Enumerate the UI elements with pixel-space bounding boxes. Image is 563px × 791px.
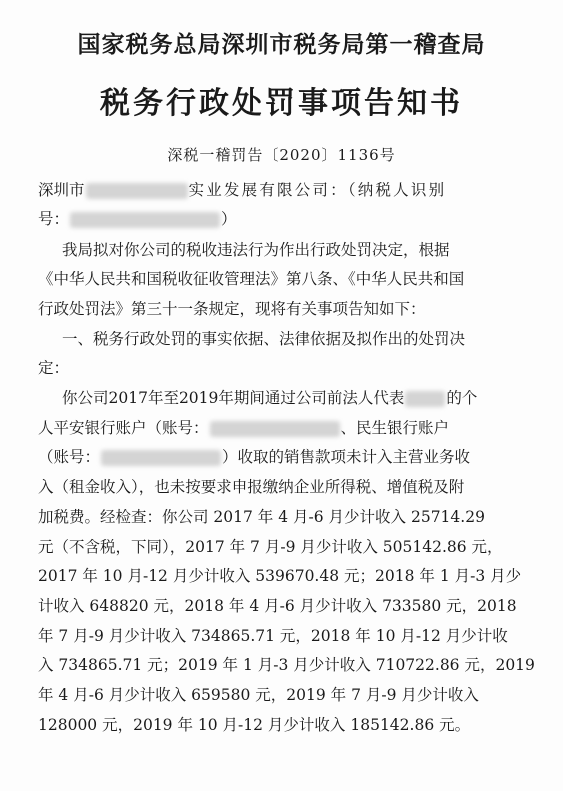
paragraph-line <box>38 418 449 438</box>
paragraph-line <box>38 537 503 557</box>
text-segment: 我局拟对你公司的税收违法行为作出行政处罚决定，根据 <box>62 241 450 259</box>
text-segment: 2017 年 10 月-12 月少计收入 539670.48 元；2018 年 1 月-3 月少 <box>38 567 522 585</box>
paragraph-line <box>38 477 464 497</box>
text-segment: 人平安银行账户（账号： <box>38 419 209 437</box>
taxpayer-id-line <box>38 209 237 229</box>
text-segment: ）收取的销售款项未计入主营业务收 <box>222 448 471 466</box>
addressee-line <box>38 180 446 200</box>
paragraph-line <box>38 299 426 319</box>
text-segment: 号： <box>38 210 70 228</box>
text-segment: 年 4 月-6 月少计收入 659580 元，2019 年 7 月-9 月少计收入 <box>38 686 479 704</box>
text-segment: 加税费。经检查：你公司 2017 年 4 月-6 月少计收入 25714.29 <box>38 508 485 526</box>
paragraph-line <box>38 566 521 586</box>
text-segment: 入 734865.71 元；2019 年 1 月-3 月少计收入 710722.86 元，2019 <box>38 656 535 674</box>
text-segment: 深圳市 <box>38 181 85 199</box>
redacted-region <box>70 212 220 228</box>
document-title: 税务行政处罚事项告知书 <box>100 86 463 121</box>
text-segment: ） <box>221 210 237 228</box>
paragraph-line <box>38 655 535 675</box>
redacted-region <box>210 421 340 437</box>
text-segment: 的个 <box>446 389 478 407</box>
paragraph-line <box>38 507 485 527</box>
section-heading-line <box>38 358 69 378</box>
text-segment: 128000 元，2019 年 10 月-12 月少计收入 185142.86 元。 <box>38 716 471 734</box>
paragraph-line <box>38 715 470 735</box>
text-segment: 实业发展有限公司：（纳税人识别 <box>188 181 447 199</box>
redacted-region <box>101 450 221 466</box>
text-segment: 一、税务行政处罚的事实依据、法律依据及拟作出的处罚决 <box>62 330 466 348</box>
text-segment: 年 7 月-9 月少计收入 734865.71 元，2018 年 10 月-12 月少计收 <box>38 627 508 645</box>
text-segment: 、民生银行账户 <box>340 419 450 437</box>
redacted-region <box>86 183 188 199</box>
section-heading-line <box>62 329 465 349</box>
text-segment: 行政处罚法》第三十一条规定，现将有关事项告知如下： <box>38 300 426 318</box>
text-segment: 入（租金收入），也未按要求申报缴纳企业所得税、增值税及附 <box>38 478 465 496</box>
paragraph-line <box>38 269 464 289</box>
text-segment: （账号： <box>38 448 101 466</box>
paragraph-line <box>38 626 508 646</box>
paragraph-line <box>38 685 479 705</box>
paragraph-line <box>62 388 477 408</box>
text-segment: 《中华人民共和国税收征收管理法》第八条、《中华人民共和国 <box>38 270 465 288</box>
paragraph-line <box>38 447 470 467</box>
document-number: 深税一稽罚告〔2020〕1136号 <box>167 146 396 164</box>
text-segment: 计收入 648820 元，2018 年 4 月-6 月少计收入 733580 元，2018 <box>38 597 517 615</box>
text-segment: 定： <box>38 359 70 377</box>
text-segment: 你公司2017年至2019年期间通过公司前法人代表 <box>62 389 405 407</box>
text-segment: 元（不含税，下同），2017 年 7 月-9 月少计收入 505142.86 元， <box>38 538 503 556</box>
paragraph-line <box>62 240 450 260</box>
paragraph-line <box>38 596 517 616</box>
redacted-region <box>405 391 445 407</box>
agency-title: 国家税务总局深圳市税务局第一稽查局 <box>77 31 486 58</box>
